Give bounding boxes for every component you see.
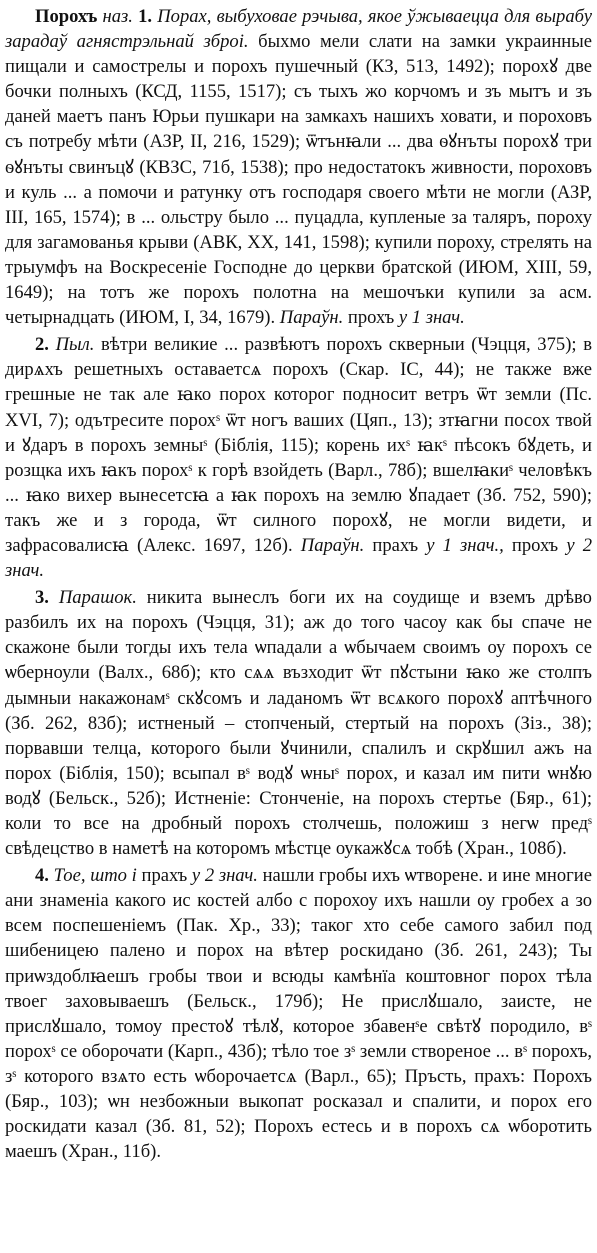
sense-4-gloss: Тое, што і xyxy=(53,865,137,887)
sense-2-ref-sense-2: у 2 знач. xyxy=(5,534,593,582)
sense-2-number: 2. xyxy=(35,334,49,356)
sense-4-number: 4. xyxy=(35,865,49,887)
sense-4-citations: нашли гробы ихъ ѡтворене. и ине многие ани знаменіа какого ис костей албо с порохоу ихъ нашли оу гробех а зо всем поспешеніемъ (Пак. Хр., 33); таког хто себе самого забил под шибеницею палено и порох на вѣтер роскидано (Зб. 261, 243); Ты приѡздоблꙗешъ гробы твои и всюды камѣнїа коштовног порох тѣла твоег заховываешъ (Бельск., 179б); Не прислꙋшало, заисте, не прислꙋшало, томоу престоꙋ тѣлꙋ, которое збавенˢе свѣтꙋ породило, вˢ порохˢ се оборочати (Карп., 43б); тѣло тое зˢ земли створеное ... вˢ порохъ, зˢ которого взѧто есть ѡборочаетсѧ (Варл., 65); Пръсть, прахъ: Порохъ (Бяр., 103); ѡн незбожныи выкопат росказал и спалити, и порох его роскидати казал (Зб. 81, 52); Порохъ естесь и в порохъ сѧ ѡборотить маешъ (Хран., 11б). xyxy=(5,865,592,1163)
sense-1-ref-word: прохъ xyxy=(347,307,395,329)
sense-1-citations: быхмо мели слати на замки украинные пищали и самострелы и порохъ пушечный (КЗ, 513, 1492); порохꙋ две бочки полныхъ (КСД, 1155, 1517); съ тыхъ жо корчомъ и зъ мытъ и зъ даней маетъ панъ Юрьи пушкари на замкахъ нашихъ ховати, и пороховъ съ потребу мѣти (АЗР, II, 216, 1529); ѿтънꙗли ... два ѳꙋнъты порохꙋ три ѳꙋнъты свинъцꙋ (КВЗС, 71б, 1538); про недостатокъ живности, пороховъ и куль ... а помочи и ратунку отъ господаря своего мѣти не могли (АЗР, III, 165, 1574); в ... ольстру было ... пуцадла, купленые за таляръ, пороху для загамованья крыви (АВК, XX, 141, 1598); купили пороху, стрелять на трыумфъ на Воскресеніе Господне до церкви братской (ИЮМ, XIII, 59, 1649); на тотъ же порохъ полотна на мешочъки купили за асм. четырнадцать (ИЮМ, I, 34, 1679). xyxy=(5,31,592,329)
sense-2-ref-word-2: прохъ xyxy=(511,534,559,556)
sense-4-paragraph xyxy=(5,863,592,1164)
sense-3-paragraph xyxy=(5,585,592,861)
headword: Порохъ xyxy=(35,6,98,27)
sense-2-gloss: Пыл. xyxy=(55,334,95,356)
sense-4-gloss-sense: у 2 знач. xyxy=(191,865,258,887)
sense-2-citations: вѣтри великие ... развѣютъ порохъ скверныи (Чэцця, 375); в дирѧхъ решетныхъ оставаетсѧ порохъ (Скар. ІС, 44); не также вже грешные не так але ꙗко порох которог подносит ветръ ѿт земли (Пс. XVI, 7); одътресите порохˢ ѿт ногъ ваших (Цяп., 13); зтꙗгни посох твой и ꙋдаръ в порохъ земныˢ (Біблія, 115); корень ихˢ ꙗкˢ пѣсокъ бꙋдеть, и розщка ихъ ꙗкъ порохˢ к горѣ взойдеть (Варл., 78б); вшелꙗкиˢ человѣкъ ... ꙗко вихер вынесетсꙗ а ꙗк порохъ на землю ꙋпадает (Зб. 752, 590); такъ же и з города, ѿт силного порохꙋ, не могли видети, и зафрасовалисꙗ (Алекс. 1697, 12б). xyxy=(5,334,592,556)
sense-3-citations: никита вынеслъ боги их на соудище и вземъ дрѣво разбилъ их на порохъ (Чэцця, 31); аж до того часоу как бы спаче не скажоне были тогды ихъ тела ѡпадали а ѡбычаем своимъ оу порохъ се ѡберноули (Валх., 68б); кто сѧѧ възходит ѿт пꙋстыни ꙗко же столпъ дымныи накажонамˢ скꙋсомъ и ладаномъ ѿт всѧкого порохꙋ аптѣчного (Зб. 262, 83б); истненый – стопченый, стертый на порохъ (Зіз., 38); порвавши телца, которого были ꙋчинили, спалилъ и скрꙋшил ажъ на порох (Біблія, 150); всыпал вˢ водꙋ ѡныˢ порох, и казал им пити ѡнꙋю водꙋ (Бельск., 52б); Истненіе: Стонченіе, на порохъ стертье (Бяр., 61); коли то все на дробный порохъ столчешь, положиш з негѡ предˢ свѣдецство в наметѣ на которомъ мѣстце оукажꙋсѧ тобѣ (Хран., 108б). xyxy=(5,587,592,860)
sense-3-number: 3. xyxy=(35,587,49,609)
sense-1-ref-sense: у 1 знач. xyxy=(398,307,465,329)
sense-1-paragraph xyxy=(5,4,592,330)
sense-1-gloss: Порах, выбуховае рэчыва, якое ўжываецца для вырабу зарадаў агнястрэльнай зброі. xyxy=(5,6,593,53)
sense-1-ref-label: Параўн. xyxy=(279,307,344,329)
sense-1-number: 1. xyxy=(138,6,153,27)
part-of-speech: наз. xyxy=(102,6,133,27)
sense-2-ref-sense-1: у 1 знач., xyxy=(426,534,504,556)
sense-3-gloss: Парашок. xyxy=(58,587,137,609)
sense-2-ref-label: Параўн. xyxy=(300,534,365,556)
sense-2-ref-word-1: прахъ xyxy=(372,534,419,556)
sense-4-gloss-word: прахъ xyxy=(141,865,188,887)
sense-2-paragraph xyxy=(5,332,592,583)
